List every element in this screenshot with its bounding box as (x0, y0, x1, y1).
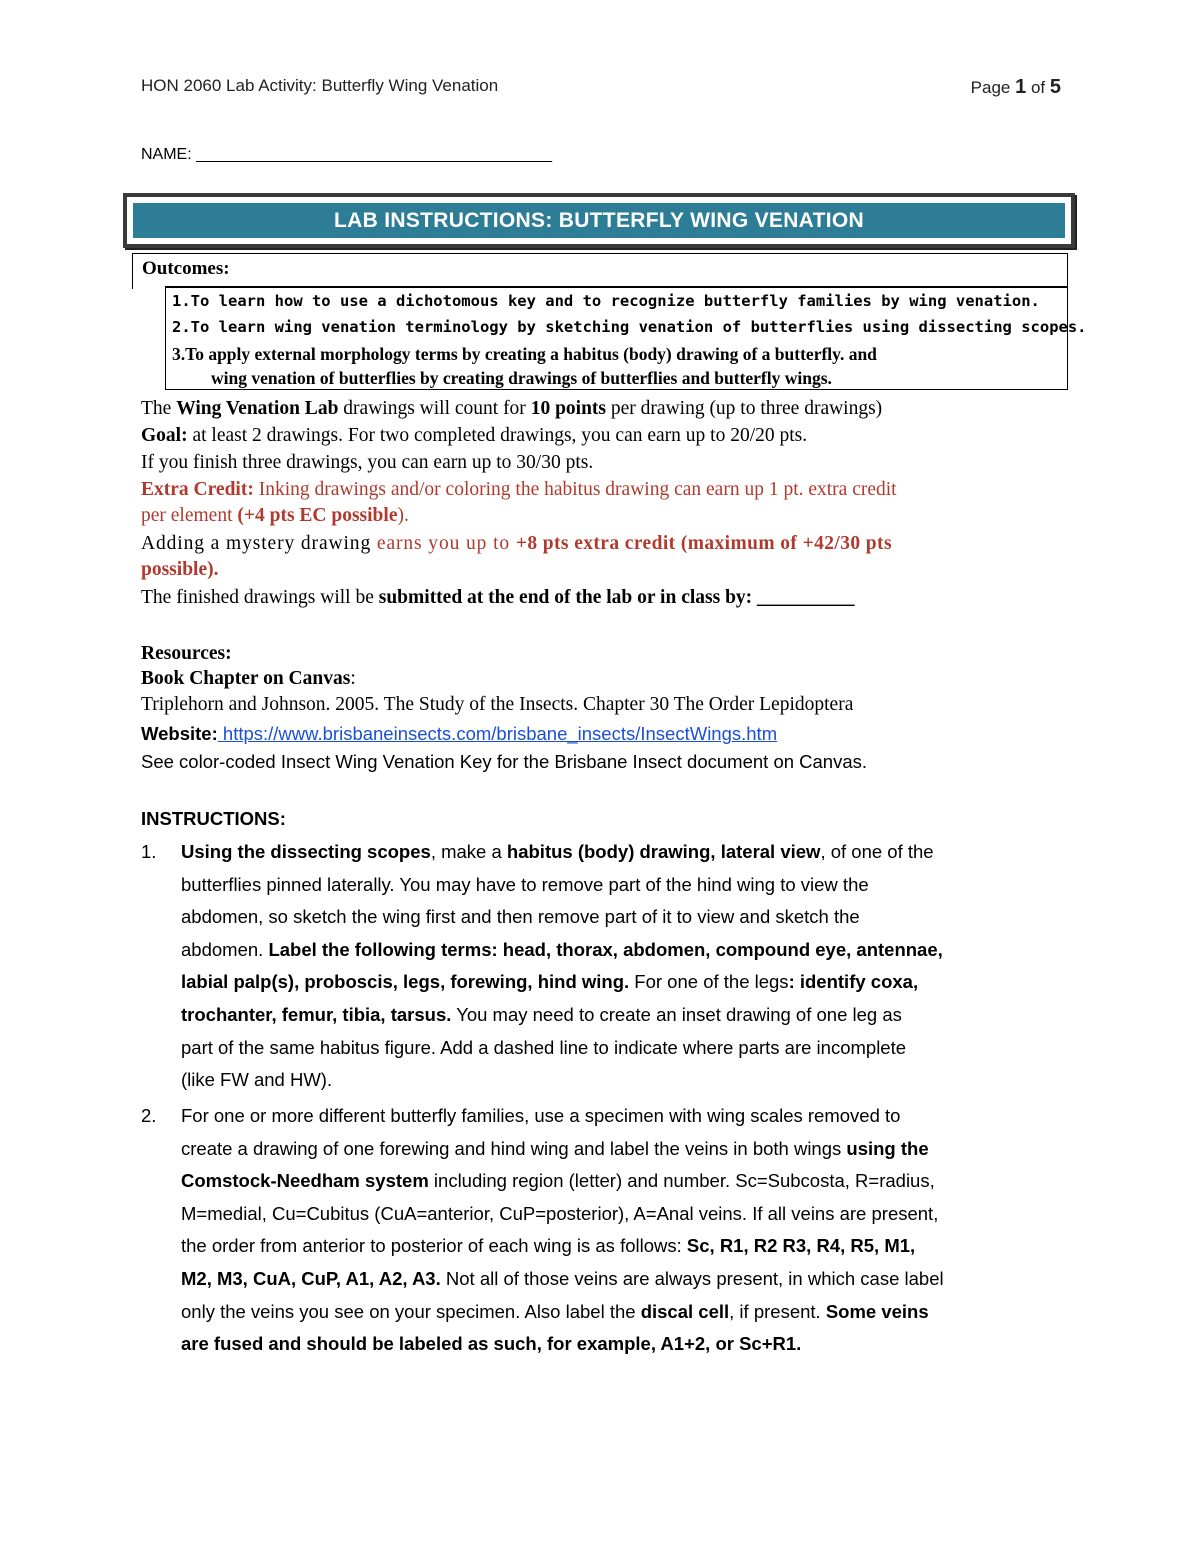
instructions-title: INSTRUCTIONS: (141, 808, 286, 829)
instruction-item-1: 1. Using the dissecting scopes, make a habitus (body) drawing, lateral view, of one of the butterflies pinned laterally. You may have to remove part of the hind wing to view the abdomen, so sketch the wing first and then remove part of it to view and sketch the abdomen. Label the following terms: head, thorax, abdomen, compound eye, antennae, labial palp(s), proboscis, legs, forewing, hind wing. For one of the legs: identify coxa, trochanter, femur, tibia, tarsus. You may need to create an inset drawing of one leg as part of the same habitus figure. Add a dashed line to indicate where parts are incomplete (like FW and HW). (141, 841, 943, 1091)
outcome-item: wing venation of butterflies by creating drawings of butterflies and butterfly wings. (211, 368, 832, 388)
submission-paragraph: The finished drawings will be submitted at the end of the lab or in class by: __________ (141, 587, 855, 608)
banner-title: LAB INSTRUCTIONS: BUTTERFLY WING VENATION (133, 203, 1065, 238)
outcome-item: 3.To apply external morphology terms by creating a habitus (body) drawing of a butterfly. and (172, 344, 877, 364)
page-header (141, 76, 1061, 96)
name-field: NAME: ________________________________________ (141, 146, 553, 163)
three-drawings-paragraph: If you finish three drawings, you can earn up to 30/30 pts. (141, 452, 594, 473)
points-paragraph: The Wing Venation Lab drawings will count for 10 points per drawing (up to three drawings) (141, 398, 883, 419)
instruction-item-2: 2. For one or more different butterfly families, use a specimen with wing scales removed to create a drawing of one forewing and hind wing and label the veins in both wings using the Comstock-Needham system including region (letter) and number. Sc=Subcosta, R=radius, M=medial, Cu=Cubitus (CuA=anterior, CuP=posterior), A=Anal veins. If all veins are present, the order from anterior to posterior of each wing is as follows: Sc, R1, R2 R3, R4, R5, M1, M2, M3, CuA, CuP, A1, A2, A3. Not all of those veins are always present, in which case label only the veins you see on your specimen. Also label the discal cell, if present. Some veins are fused and should be labeled as such, for example, A1+2, or Sc+R1. (141, 1105, 944, 1355)
brisbane-insects-link[interactable]: https://www.brisbaneinsects.com/brisbane_insects/InsectWings.htm (217, 723, 778, 744)
book-chapter-label: Book Chapter on Canvas: (141, 668, 356, 689)
document-title: HON 2060 Lab Activity: Butterfly Wing Venation (141, 76, 499, 95)
outcomes-title: Outcomes: (142, 258, 230, 279)
website-line (141, 723, 1061, 745)
outcomes-header-box (132, 253, 1068, 289)
outcome-item: 2.To learn wing venation terminology by sketching venation of butterflies using dissecting scopes. (172, 318, 1087, 336)
title-banner (123, 193, 1075, 248)
goal-paragraph: Goal: at least 2 drawings. For two completed drawings, you can earn up to 20/20 pts. (141, 425, 808, 446)
page-indicator: Page 1 of 5 (970, 76, 1061, 98)
website-label: Website: (141, 723, 218, 744)
extra-credit-paragraph: Extra Credit: Inking drawings and/or coloring the habitus drawing can earn up 1 pt. extra credit per element (+4 pts EC possible). (141, 479, 897, 526)
outcome-item: 1.To learn how to use a dichotomous key and to recognize butterfly families by wing venation. (172, 292, 1040, 310)
mystery-drawing-paragraph: Adding a mystery drawing earns you up to +8 pts extra credit (maximum of +42/30 pts possible). (141, 533, 892, 580)
citation: Triplehorn and Johnson. 2005. The Study of the Insects. Chapter 30 The Order Lepidoptera (141, 694, 854, 715)
resources-title: Resources: (141, 643, 232, 664)
color-key-note: See color-coded Insect Wing Venation Key for the Brisbane Insect document on Canvas. (141, 751, 868, 772)
